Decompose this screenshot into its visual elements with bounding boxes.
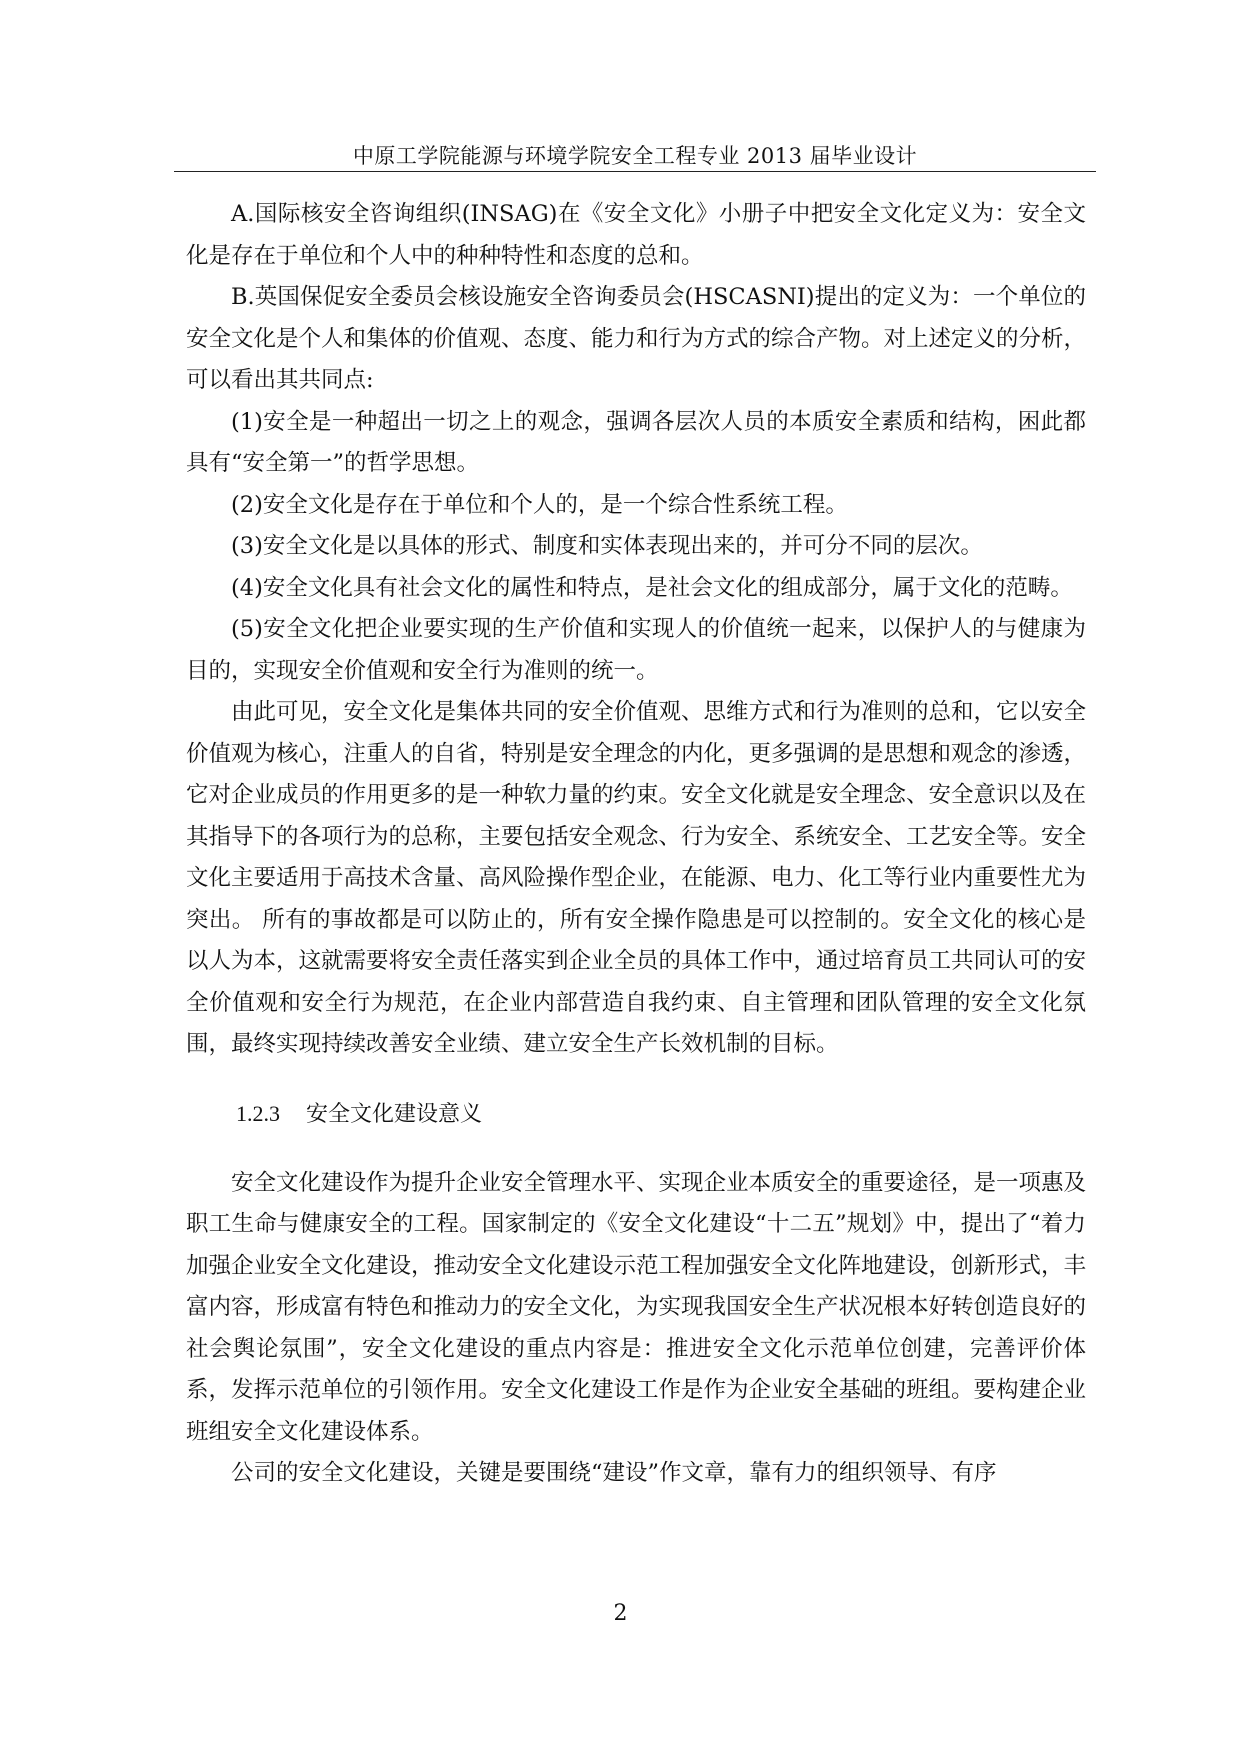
paragraph-point-1: (1)安全是一种超出一切之上的观念，强调各层次人员的本质安全素质和结构，困此都具有“安全第一”的哲学思想。 [186,408,1086,476]
section-number: 1.2.3 [236,1100,280,1126]
section-title: 安全文化建设意义 [306,1101,483,1127]
paragraph-summary: 由此可见，安全文化是集体共同的安全价值观、思维方式和行为准则的总和，它以安全价值观为核心，注重人的自省，特别是安全理念的内化，更多强调的是思想和观念的渗透，它对企业成员的作用更多的是一种软力量的约束。安全文化就是安全理念、安全意识以及在其指导下的各项行为的总称，主要包括安全观念、行为安全、系统安全、工艺安全等。安全文化主要适用于高技术含量、高风险操作型企业，在能源、电力、化工等行业内重要性尤为突出。 所有的事故都是可以防止的，所有安全操作隐患是可以控制的。安全文化的核心是以人为本，这就需要将安全责任落实到企业全员的具体工作中，通过培育员工共同认可的安全价值观和安全行为规范，在企业内部营造自我约束、自主管理和团队管理的安全文化氛围，最终实现持续改善安全业绩、建立安全生产长效机制的目标。 [186,699,1087,1057]
page-number: 2 [613,1601,628,1626]
paragraph-point-2: (2)安全文化是存在于单位和个人的，是一个综合性系统工程。 [231,491,848,518]
running-header: 中原工学院能源与环境学院安全工程专业 2013 届毕业设计 [352,144,918,168]
paragraph-hscasni-definition: B.英国保促安全委员会核设施安全咨询委员会(HSCASNI)提出的定义为：一个单位的安全文化是个人和集体的价值观、态度、能力和行为方式的综合产物。对上述定义的分析，可以看出其共同点: [186,284,1087,393]
paragraph-point-5: (5)安全文化把企业要实现的生产价值和实现人的价值统一起来，以保护人的与健康为目的，实现安全价值观和安全行为准则的统一。 [186,616,1086,684]
header-rule [174,171,1096,172]
paragraph-significance: 安全文化建设作为提升企业安全管理水平、实现企业本质安全的重要途径，是一项惠及职工生命与健康安全的工程。国家制定的《安全文化建设“十二五”规划》中，提出了“着力加强企业安全文化建设，推动安全文化建设示范工程加强安全文化阵地建设，创新形式，丰富内容，形成富有特色和推动力的安全文化，为实现我国安全生产状况根本好转创造良好的社会舆论氛围”，安全文化建设的重点内容是：推进安全文化示范单位创建，完善评价体系，发挥示范单位的引领作用。安全文化建设工作是作为企业安全基础的班组。要构建企业班组安全文化建设体系。 [186,1169,1087,1445]
paragraph-insag-definition: A.国际核安全咨询组织(INSAG)在《安全文化》小册子中把安全文化定义为：安全文化是存在于单位和个人中的种种特性和态度的总和。 [186,201,1086,269]
body-text [186,194,1086,1495]
paragraph-company-construction: 公司的安全文化建设，关键是要围绕“建设”作文章，靠有力的组织领导、有序 [231,1460,997,1486]
section-heading [186,1097,1086,1132]
paragraph-point-3: (3)安全文化是以具体的形式、制度和实体表现出来的，并可分不同的层次。 [231,533,983,559]
paragraph-point-4: (4)安全文化具有社会文化的属性和特点，是社会文化的组成部分，属于文化的范畴。 [231,574,1073,601]
